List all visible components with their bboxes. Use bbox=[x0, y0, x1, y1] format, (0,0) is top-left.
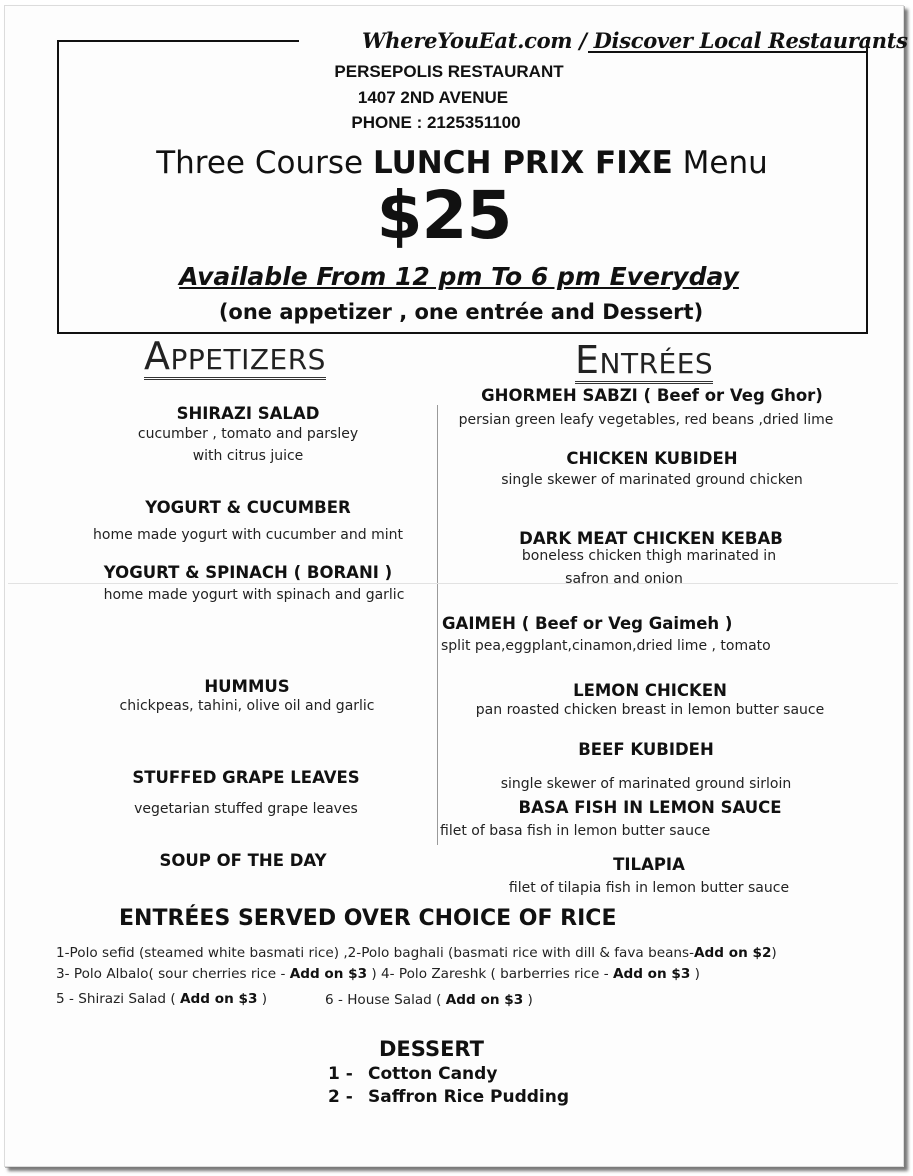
restaurant-phone: PHONE : 2125351100 bbox=[351, 113, 521, 132]
scan-fold-line bbox=[8, 583, 898, 584]
appetizer-name: YOGURT & SPINACH ( BORANI ) bbox=[103, 563, 393, 582]
appetizer-desc: vegetarian stuffed grape leaves bbox=[134, 801, 358, 817]
menu-title bbox=[156, 145, 768, 181]
entree-name: BEEF KUBIDEH bbox=[578, 740, 714, 759]
availability-hours: Available From 12 pm To 6 pm Everyday bbox=[179, 262, 739, 291]
dessert-number: 1 - bbox=[328, 1064, 353, 1084]
entree-desc: split pea,eggplant,cinamon,dried lime , tomato bbox=[441, 638, 771, 654]
entree-name: CHICKEN KUBIDEH bbox=[566, 449, 738, 468]
appetizers-heading-cap: A bbox=[144, 334, 171, 378]
rice-option-text: 1-Polo sefid (steamed white basmati rice) ,2-Polo baghali (basmati rice with dill & fava beans- bbox=[56, 945, 695, 961]
dessert-item bbox=[328, 1064, 497, 1084]
dessert-name: Saffron Rice Pudding bbox=[368, 1087, 570, 1107]
rice-addon-price: Add on $3 bbox=[289, 966, 368, 982]
appetizer-name: HUMMUS bbox=[204, 677, 290, 696]
header-box-top-border bbox=[57, 40, 299, 42]
entree-desc: single skewer of marinated ground sirloin bbox=[500, 776, 792, 792]
rice-option-line-3a bbox=[56, 991, 267, 1007]
appetizer-desc: chickpeas, tahini, olive oil and garlic bbox=[119, 698, 375, 714]
rice-addon-price: Add on $3 bbox=[445, 992, 524, 1008]
rice-addon-price: Add on $3 bbox=[180, 991, 258, 1007]
rice-heading: ENTRÉES SERVED OVER CHOICE OF RICE bbox=[119, 906, 617, 931]
column-divider bbox=[437, 405, 438, 845]
entree-desc: filet of basa fish in lemon butter sauce bbox=[440, 823, 711, 839]
appetizer-desc: home made yogurt with spinach and garlic bbox=[103, 587, 405, 603]
appetizer-desc: cucumber , tomato and parsley bbox=[137, 426, 359, 442]
entree-name: BASA FISH IN LEMON SAUCE bbox=[518, 798, 782, 817]
entrees-heading-cap: E bbox=[575, 338, 600, 382]
rice-option-text: ) bbox=[690, 966, 700, 982]
rice-option-text: 3- Polo Albalo( sour cherries rice - bbox=[56, 966, 290, 982]
menu-title-prefix: Three Course bbox=[156, 145, 364, 181]
rice-option-text: 5 - Shirazi Salad ( bbox=[56, 991, 181, 1007]
menu-title-bold: LUNCH PRIX FIXE bbox=[372, 145, 673, 181]
dessert-name: Cotton Candy bbox=[368, 1064, 498, 1084]
rice-option-text: ) bbox=[771, 945, 777, 961]
entree-desc: single skewer of marinated ground chicken bbox=[501, 472, 803, 488]
rice-option-text: 6 - House Salad ( bbox=[325, 992, 446, 1008]
rice-addon-price: Add on $3 bbox=[612, 966, 691, 982]
rice-option-line-3b bbox=[325, 992, 533, 1008]
rice-option-line-1 bbox=[56, 945, 777, 961]
dessert-item bbox=[328, 1087, 569, 1107]
watermark: WhereYouEat.com / Discover Local Restaurants bbox=[362, 28, 908, 53]
entree-name: GAIMEH ( Beef or Veg Gaimeh ) bbox=[442, 614, 733, 633]
entrees-heading bbox=[575, 338, 714, 384]
entree-desc: filet of tilapia fish in lemon butter sauce bbox=[508, 880, 790, 896]
rice-option-text: ) bbox=[257, 991, 268, 1007]
rice-option-line-2 bbox=[56, 966, 700, 982]
appetizer-name: SOUP OF THE DAY bbox=[159, 851, 327, 870]
entree-desc: persian green leafy vegetables, red beans ,dried lime bbox=[458, 412, 834, 428]
entree-name: TILAPIA bbox=[613, 855, 685, 874]
dessert-number: 2 - bbox=[328, 1087, 353, 1107]
entrees-heading-rest: NTRÉES bbox=[599, 347, 714, 380]
entree-desc: safron and onion bbox=[565, 571, 683, 587]
entree-name: LEMON CHICKEN bbox=[573, 681, 727, 700]
appetizer-name: STUFFED GRAPE LEAVES bbox=[132, 768, 360, 787]
entree-name: DARK MEAT CHICKEN KEBAB bbox=[519, 529, 783, 548]
rice-option-text: ) 4- Polo Zareshk ( barberries rice - bbox=[367, 966, 613, 982]
appetizer-desc: home made yogurt with cucumber and mint bbox=[93, 527, 403, 543]
appetizer-desc: with citrus juice bbox=[192, 448, 304, 464]
restaurant-name: PERSEPOLIS RESTAURANT bbox=[334, 62, 564, 81]
restaurant-address: 1407 2ND AVENUE bbox=[357, 88, 509, 107]
rice-option-text: ) bbox=[523, 992, 533, 1008]
appetizer-name: YOGURT & CUCUMBER bbox=[145, 498, 351, 517]
entree-name: GHORMEH SABZI ( Beef or Veg Ghor) bbox=[481, 386, 823, 405]
dessert-heading: DESSERT bbox=[379, 1037, 484, 1061]
appetizer-name: SHIRAZI SALAD bbox=[176, 404, 320, 423]
course-note: (one appetizer , one entrée and Dessert) bbox=[218, 300, 704, 324]
appetizers-heading-rest: PPETIZERS bbox=[170, 343, 326, 376]
appetizers-heading bbox=[144, 334, 326, 380]
rice-addon-price: Add on $2 bbox=[694, 945, 772, 961]
menu-title-suffix: Menu bbox=[682, 145, 768, 181]
entree-desc: pan roasted chicken breast in lemon butter sauce bbox=[475, 702, 825, 718]
menu-price: $25 bbox=[376, 177, 512, 254]
entree-desc: boneless chicken thigh marinated in bbox=[521, 548, 777, 564]
